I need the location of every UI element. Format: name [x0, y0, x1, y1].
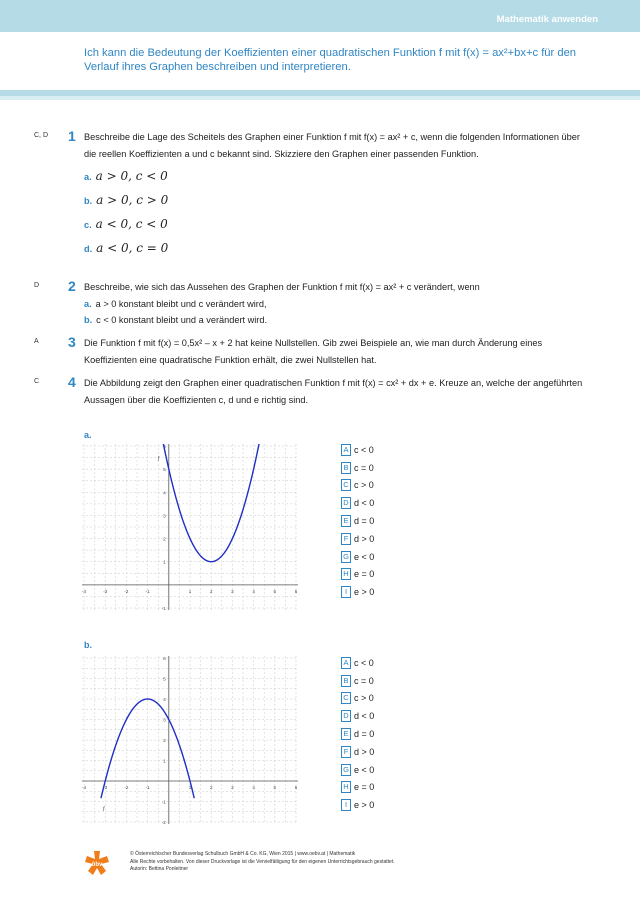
x-tick-label: 4	[252, 588, 255, 594]
x-tick-label: 5	[273, 785, 277, 790]
option-text: e = 0	[354, 782, 375, 793]
section-tag: Mathematik anwenden	[496, 14, 598, 25]
learning-goal: Ich kann die Bedeutung der Koeffizienten einer quadratischen Funktion f mit f(x) = ax²+bx+c für den Verlauf ihres Graphen beschreiben und interpretieren.	[84, 47, 577, 73]
oebv-logo-icon	[80, 849, 114, 879]
x-tick-label: 6	[294, 588, 298, 594]
function-label: f	[157, 457, 160, 462]
option-text: d > 0	[354, 746, 375, 757]
chart-b-label: b.	[84, 640, 92, 650]
x-tick-label: 1	[188, 785, 192, 790]
option-c[interactable]	[341, 690, 374, 708]
x-tick-label: -4	[82, 785, 87, 790]
task-level: D	[34, 282, 40, 289]
option-h[interactable]	[341, 779, 374, 797]
task-level: C, D	[34, 132, 48, 139]
x-tick-label: 6	[294, 785, 298, 790]
option-i[interactable]	[341, 583, 374, 601]
task-text: Beschreibe die Lage des Scheitels des Graphen einer Funktion f mit f(x) = ax² + c, wenn die folgenden Informationen über die reellen Koeffizienten a und c bekannt sind. Skizziere den Graphen einer passenden Funktion.	[84, 132, 580, 159]
options-a	[341, 441, 374, 601]
option-text: d > 0	[354, 533, 375, 544]
option-text: e < 0	[354, 764, 375, 775]
checkbox[interactable]: I	[341, 799, 351, 811]
x-tick-label: 3	[231, 588, 234, 594]
x-tick-label: 2	[209, 588, 213, 594]
task-number: 1	[68, 128, 76, 144]
task-text: Beschreibe, wie sich das Aussehen des Graphen der Funktion f mit f(x) = ax² + c verändert, wenn	[84, 282, 480, 292]
y-tick-label: 6	[163, 444, 166, 449]
task-level: A	[34, 338, 39, 345]
x-tick-label: 2	[209, 785, 213, 790]
option-c[interactable]	[341, 477, 374, 495]
footer-copyright: © Österreichischer Bundesverlag Schulbuch GmbH & Co. KG, Wien 2015 | www.oebv.at | Mathematik	[130, 851, 356, 857]
option-text: c < 0	[354, 444, 374, 455]
checkbox[interactable]: A	[341, 444, 351, 456]
checkbox[interactable]: G	[341, 551, 351, 563]
y-tick-label: -1	[161, 606, 166, 610]
checkbox[interactable]: G	[341, 764, 351, 776]
x-tick-label: -1	[145, 588, 150, 594]
option-e[interactable]	[341, 512, 374, 530]
x-tick-label: -2	[124, 588, 129, 594]
y-tick-label: 4	[163, 490, 166, 496]
x-tick-label: 5	[273, 588, 277, 594]
option-text: c > 0	[354, 480, 374, 491]
task-text: Die Funktion f mit f(x) = 0,5x² – x + 2 hat keine Nullstellen. Gib zwei Beispiele an, wie man durch Änderung eines Koeffizienten eine quadratische Funktion erhält, die zwei Nullstellen hat.	[84, 338, 543, 365]
task-item: b. c < 0 konstant bleibt und a verändert wird.	[84, 315, 268, 325]
checkbox[interactable]: E	[341, 728, 351, 740]
task-level: C	[34, 378, 40, 385]
task-text: Die Abbildung zeigt den Graphen einer quadratischen Funktion f mit f(x) = cx² + dx + e. Kreuze an, welche der angeführten Aussagen über die Koeffizienten c, d und e richtig sind.	[84, 378, 583, 405]
option-e[interactable]	[341, 725, 374, 743]
checkbox[interactable]: H	[341, 781, 351, 793]
x-tick-label: 3	[231, 785, 234, 790]
checkbox[interactable]: A	[341, 657, 351, 669]
option-b[interactable]	[341, 672, 374, 690]
option-h[interactable]	[341, 566, 374, 584]
option-b[interactable]	[341, 459, 374, 477]
x-tick-label: -3	[103, 785, 108, 790]
checkbox[interactable]: E	[341, 515, 351, 527]
option-d[interactable]	[341, 494, 374, 512]
chart-a-label: a.	[84, 430, 92, 440]
option-f[interactable]	[341, 530, 374, 548]
y-tick-label: 1	[163, 758, 166, 764]
chart-b	[82, 656, 298, 824]
option-text: c < 0	[354, 657, 374, 668]
y-tick-label: 6	[163, 656, 166, 661]
option-d[interactable]	[341, 707, 374, 725]
checkbox[interactable]: D	[341, 497, 351, 509]
checkbox[interactable]: B	[341, 462, 351, 474]
option-text: e > 0	[354, 800, 375, 811]
option-text: e = 0	[354, 569, 375, 580]
task-item: a. a > 0 konstant bleibt und c verändert wird,	[84, 299, 267, 309]
y-tick-label: 1	[163, 559, 166, 565]
footer-rights: Alle Rechte vorbehalten. Von dieser Druckvorlage ist die Vervielfältigung für den eigenen Unterrichtsgebrauch gestattet.	[130, 858, 395, 865]
option-text: e < 0	[354, 551, 375, 562]
x-tick-label: -2	[124, 785, 129, 790]
y-tick-label: 2	[163, 738, 166, 743]
y-tick-label: 4	[163, 697, 166, 702]
y-tick-label: 2	[163, 536, 166, 542]
option-text: d = 0	[354, 729, 375, 740]
task-number: 4	[68, 374, 76, 390]
option-a[interactable]	[341, 654, 374, 672]
logo-text: öbv	[91, 862, 103, 868]
checkbox[interactable]: H	[341, 568, 351, 580]
option-text: d < 0	[354, 498, 375, 509]
checkbox[interactable]: I	[341, 586, 351, 598]
options-b	[341, 654, 374, 814]
footer-author: Autorin: Bettina Ponleitner	[130, 866, 189, 872]
y-tick-label: -2	[161, 820, 166, 824]
x-tick-label: -3	[103, 588, 108, 594]
option-text: c = 0	[354, 675, 374, 686]
y-tick-label: 5	[163, 676, 166, 682]
option-text: d < 0	[354, 711, 375, 722]
option-g[interactable]	[341, 548, 374, 566]
y-tick-label: 3	[163, 717, 166, 723]
y-tick-label: 3	[163, 513, 166, 519]
header-band	[0, 0, 640, 92]
option-text: c = 0	[354, 462, 374, 473]
task-item: c. a < 0, c < 0	[84, 217, 168, 231]
task-item: a. a > 0, c < 0	[84, 169, 168, 183]
task-item: b. a > 0, c > 0	[84, 193, 169, 207]
task-number: 2	[68, 278, 76, 294]
option-text: c > 0	[354, 693, 374, 704]
footer	[130, 851, 510, 874]
function-label: f	[102, 807, 105, 812]
checkbox[interactable]: C	[341, 692, 351, 704]
header-strip-light	[0, 96, 640, 100]
option-text: e > 0	[354, 587, 375, 598]
option-a[interactable]	[341, 441, 374, 459]
x-tick-label: 4	[252, 785, 255, 790]
task-item: d. a < 0, c = 0	[84, 241, 169, 255]
x-tick-label: -1	[145, 785, 150, 790]
y-tick-label: 5	[163, 467, 166, 473]
option-text: d = 0	[354, 516, 375, 527]
checkbox[interactable]: F	[341, 533, 351, 545]
checkbox[interactable]: B	[341, 675, 351, 687]
task-number: 3	[68, 334, 76, 350]
option-i[interactable]	[341, 796, 374, 814]
option-f[interactable]	[341, 743, 374, 761]
y-tick-label: -1	[161, 799, 166, 805]
x-tick-label: 1	[188, 588, 192, 594]
checkbox[interactable]: D	[341, 710, 351, 722]
x-tick-label: -4	[82, 588, 87, 594]
checkbox[interactable]: F	[341, 746, 351, 758]
checkbox[interactable]: C	[341, 479, 351, 491]
option-g[interactable]	[341, 761, 374, 779]
chart-a	[82, 444, 298, 610]
